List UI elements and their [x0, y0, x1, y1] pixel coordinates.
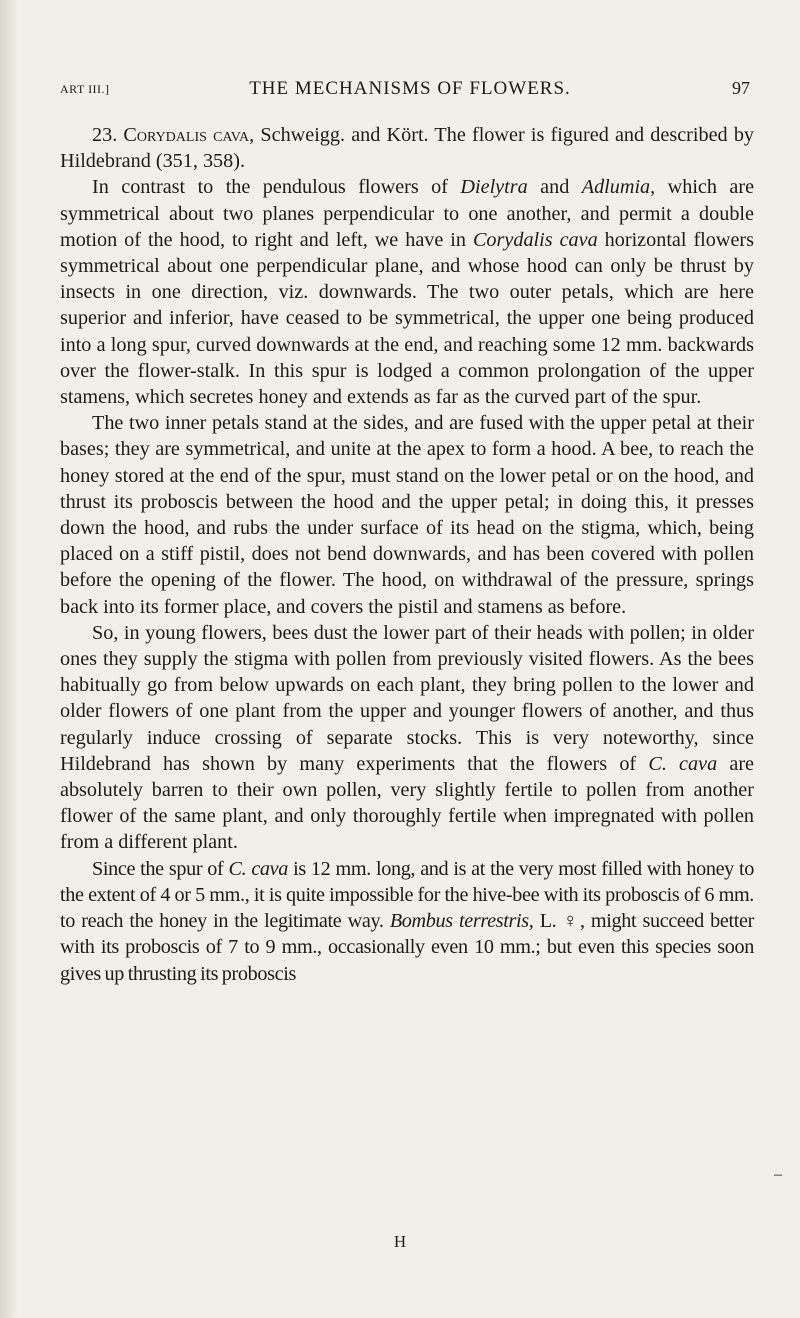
- paragraph-2: In contrast to the pendulous flowers of Dielytra and Adlumia, which are symmetrical about two planes perpendicular to one another, and permit a double motion of the hood, to right and left, we have in Corydalis cava horizontal flowers symmetrical about one perpendicular plane, and whose hood can only be thrust by insects in one direction, viz. downwards. The two outer petals, which are here superior and inferior, have ceased to be symmetrical, the upper one being produced into a long spur, curved downwards at the end, and reaching some 12 mm. backwards over the flower-stalk. In this spur is lodged a common prolongation of the upper stamens, which secretes honey and extends as far as the curved part of the spur.: [60, 176, 755, 409]
- header-section: ART III.]: [60, 82, 110, 96]
- paragraph-1: 23. Corydalis cava, Schweigg. and Kört. The flower is figured and described by Hildebrand (351, 358).: [60, 124, 755, 173]
- body-text: [60, 122, 754, 987]
- margin-mark: –: [774, 1166, 782, 1183]
- species-heading: Corydalis cava,: [123, 124, 255, 146]
- paragraph-4: So, in young flowers, bees dust the lower part of their heads with pollen; in older ones they supply the stigma with pollen from previously visited flowers. As the bees habitually go from below upwards on each plant, they bring pollen to the lower and older flowers of one plant from the upper and younger flowers of another, and thus regularly induce crossing of separate stocks. This is very noteworthy, since Hildebrand has shown by many experiments that the flowers of C. cava are absolutely barren to their own pollen, very slightly fertile to pollen from another flower of the same plant, and only thoroughly fertile when impregnated with pollen from a different plant.: [60, 621, 755, 854]
- page-number: 97: [732, 78, 750, 98]
- page-gutter-shadow: [0, 0, 18, 1318]
- paragraph-3: The two inner petals stand at the sides, and are fused with the upper petal at their bases; they are symmetrical, and unite at the apex to form a hood. A bee, to reach the honey stored at the end of the spur, must stand on the lower petal or on the hood, and thrust its proboscis between the hood and the upper petal; in doing this, it presses down the hood, and rubs the under surface of its head on the stigma, which, being placed on a stiff pistil, does not bend downwards, and has been covered with pollen before the opening of the flower. The hood, on withdrawal of the pressure, springs back into its former place, and covers the pistil and stamens as before.: [60, 412, 754, 618]
- signature-mark: H: [393, 1232, 407, 1251]
- section-number: 23.: [92, 124, 118, 146]
- running-head: [60, 78, 760, 102]
- paragraph-5: Since the spur of C. cava is 12 mm. long, and is at the very most filled with honey to the extent of 4 or 5 mm., it is quite impossible for the hive-bee with its proboscis of 6 mm. to reach the honey in the legitimate way. Bombus terrestris, L. ♀, might succeed better with its proboscis of 7 to 9 mm., occasionally even 10 mm.; but even this species soon gives up thrusting its proboscis: [60, 857, 754, 985]
- header-title: THE MECHANISMS OF FLOWERS.: [249, 78, 571, 99]
